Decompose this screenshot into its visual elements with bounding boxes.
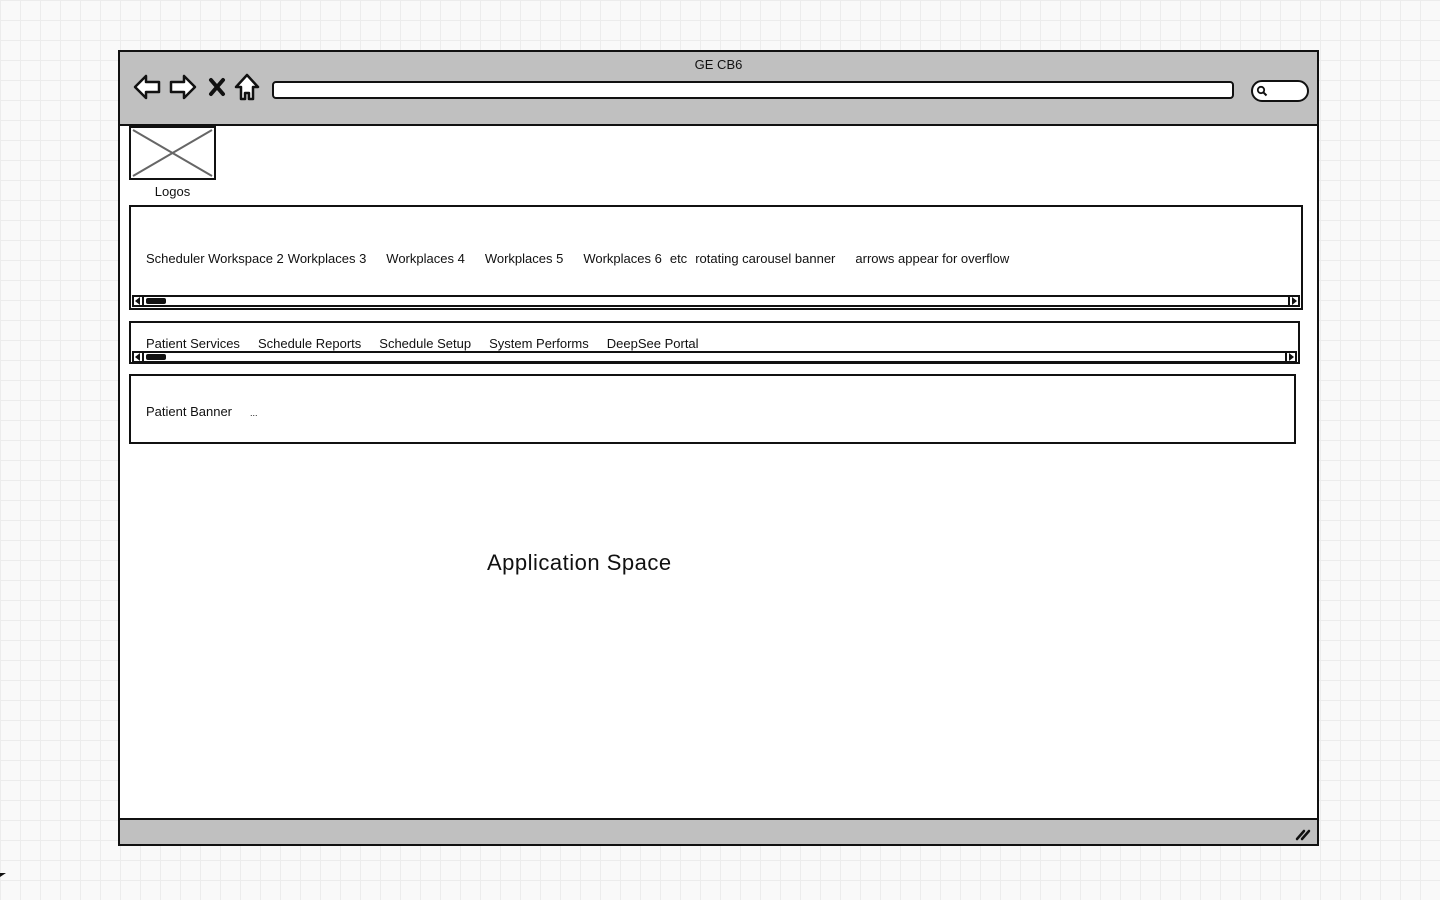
logo-placeholder-image — [129, 126, 216, 180]
carousel-note-arrows: arrows appear for overflow — [855, 251, 1010, 266]
browser-search-input[interactable] — [1251, 80, 1309, 102]
carousel-item-workplaces-3[interactable]: Workplaces 3 — [287, 251, 367, 266]
carousel-note-rotating: rotating carousel banner — [695, 251, 836, 266]
menu-item-system-performs[interactable]: System Performs — [489, 336, 589, 351]
patient-banner-content — [146, 404, 274, 419]
scroll-left-arrow-icon[interactable] — [134, 353, 144, 361]
patient-banner-detail: ... — [250, 408, 258, 418]
corner-marker-icon — [0, 873, 6, 877]
main-menu-bar — [129, 321, 1300, 364]
home-icon[interactable] — [233, 72, 261, 102]
back-arrow-icon[interactable] — [132, 72, 162, 102]
browser-toolbar — [120, 52, 1317, 126]
patient-banner — [129, 374, 1296, 444]
search-icon — [1256, 85, 1268, 97]
carousel-item-workplaces-5[interactable]: Workplaces 5 — [484, 251, 564, 266]
scroll-left-arrow-icon[interactable] — [134, 297, 144, 305]
workspace-carousel-scrollbar[interactable] — [132, 295, 1300, 307]
scrollbar-thumb[interactable] — [146, 298, 166, 304]
status-bar — [120, 818, 1317, 844]
menu-bar-scrollbar[interactable] — [132, 351, 1297, 363]
menu-item-deepsee-portal[interactable]: DeepSee Portal — [606, 336, 699, 351]
menu-item-patient-services[interactable]: Patient Services — [146, 336, 240, 351]
forward-arrow-icon[interactable] — [168, 72, 198, 102]
workspace-carousel — [129, 205, 1303, 310]
stop-x-icon[interactable] — [206, 72, 228, 102]
scroll-right-arrow-icon[interactable] — [1285, 353, 1295, 361]
resize-grip-icon[interactable] — [1295, 827, 1311, 841]
carousel-item-etc: etc — [669, 251, 688, 266]
window-title: GE CB6 — [694, 57, 743, 72]
carousel-item-workplaces-4[interactable]: Workplaces 4 — [386, 251, 465, 266]
logo-label: Logos — [154, 184, 191, 199]
image-placeholder-icon — [131, 128, 214, 178]
browser-window — [118, 50, 1319, 846]
carousel-item-scheduler-workspace-2[interactable]: Scheduler Workspace 2 — [146, 251, 284, 266]
patient-banner-label: Patient Banner — [146, 404, 233, 419]
application-space-label: Application Space — [487, 550, 672, 575]
workspace-carousel-items — [146, 251, 1025, 266]
menu-item-schedule-setup[interactable]: Schedule Setup — [379, 336, 472, 351]
url-input[interactable] — [272, 81, 1234, 99]
menu-item-schedule-reports[interactable]: Schedule Reports — [257, 336, 362, 351]
scrollbar-thumb[interactable] — [146, 354, 166, 360]
menu-items — [146, 336, 715, 351]
scroll-right-arrow-icon[interactable] — [1288, 297, 1298, 305]
carousel-item-workplaces-6[interactable]: Workplaces 6 — [583, 251, 662, 266]
